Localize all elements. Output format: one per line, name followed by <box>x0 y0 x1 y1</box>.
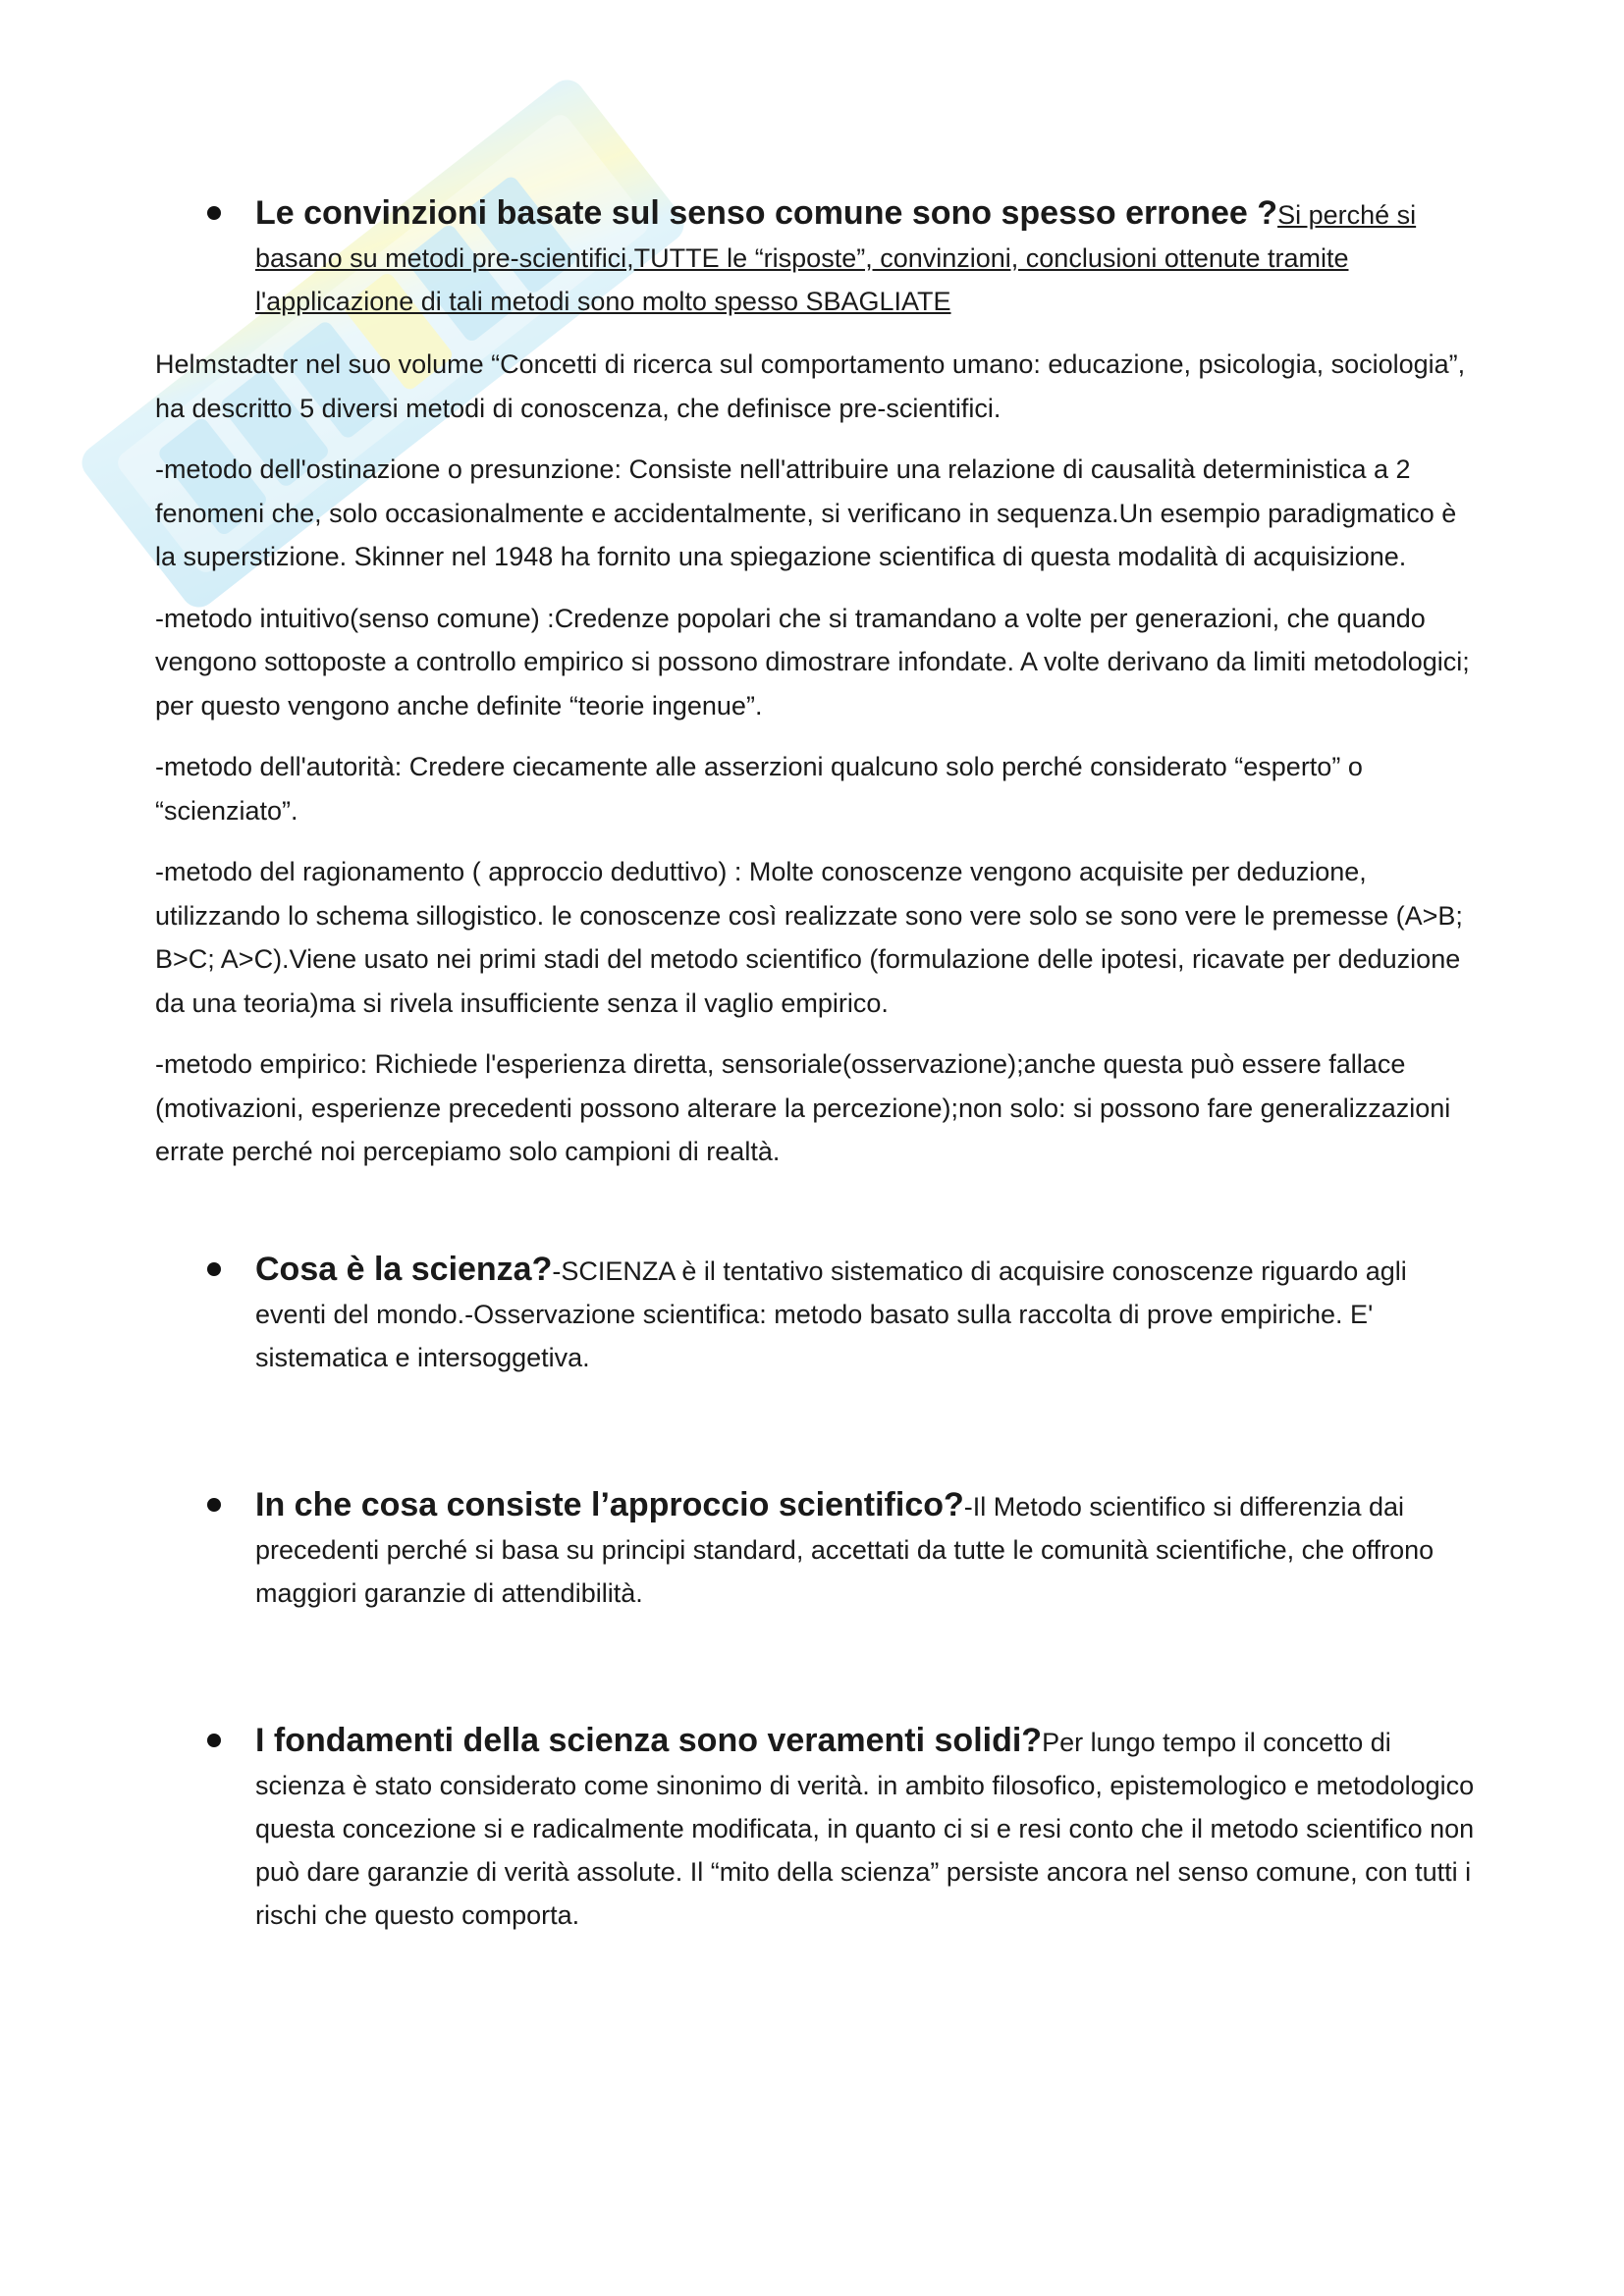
paragraph-method-empirico: -metodo empirico: Richiede l'esperienza diretta, sensoriale(osservazione);anche questa può essere fallace (motivazioni, esperienze precedenti possono alterare la percezione);non solo: si possono fare generalizzazioni errate perché noi percepiamo solo campioni di realtà. <box>155 1049 1451 1166</box>
paragraph-intro: Helmstadter nel suo volume “Concetti di ricerca sul comportamento umano: educazione, psicologia, sociologia”, ha descritto 5 diversi metodi di conoscenza, che definisce pre-scientifici. <box>155 349 1466 423</box>
bullet-icon <box>207 206 221 220</box>
paragraph-method-ostinazione: -metodo dell'ostinazione o presunzione: Consiste nell'attribuire una relazione di causalità deterministica a 2 fenomeni che, solo occasionalmente e accidentalmente, si verificano in sequenza.Un esempio paradigmatico è la superstizione. Skinner nel 1948 ha fornito una spiegazione scientifica di questa modalità di acquisizione. <box>155 454 1457 571</box>
question-heading: Cosa è la scienza? <box>255 1250 553 1288</box>
bullet-item-science <box>155 1248 1481 1379</box>
paragraph-method-intuitivo: -metodo intuitivo(senso comune) :Credenze popolari che si tramandano a volte per generazioni, che quando vengono sottoposte a controllo empirico si possono dimostrare infondate. A volte derivano da limiti metodologici; per questo vengono anche definite “teorie ingenue”. <box>155 603 1470 721</box>
document-page <box>155 191 1481 1937</box>
answer-text: -SCIENZA è il tentativo sistematico di acquisire conoscenze riguardo agli eventi del mondo.-Osservazione scientifica: metodo basato sulla raccolta di prove empiriche. E' sistematica e intersoggetiva. <box>255 1255 1407 1372</box>
bullet-item-common-sense <box>155 191 1481 323</box>
bullet-icon <box>207 1498 221 1512</box>
question-heading: Le convinzioni basate sul senso comune sono spesso erronee ? <box>255 194 1278 232</box>
bullet-item-scientific-approach <box>155 1483 1481 1615</box>
bullet-item-foundations <box>155 1719 1481 1937</box>
bullet-icon <box>207 1262 221 1276</box>
answer-text: -Il Metodo scientifico si differenzia dai precedenti perché si basa su principi standard, accettati da tutte le comunità scientifiche, che offrono maggiori garanzie di attendibilità. <box>255 1491 1435 1608</box>
question-heading: In che cosa consiste l’approccio scientifico? <box>255 1485 964 1523</box>
paragraph-method-autorita: -metodo dell'autorità: Credere ciecamente alle asserzioni qualcuno solo perché considerato “esperto” o “scienziato”. <box>155 752 1363 826</box>
answer-text: Per lungo tempo il concetto di scienza è stato considerato come sinonimo di verità. in ambito filosofico, epistemologico e metodologico questa concezione si e radicalmente modificata, in quanto ci si e resi conto che il metodo scientifico non può dare garanzie di verità assolute. Il “mito della scienza” persiste ancora nel senso comune, con tutti i rischi che questo comporta. <box>255 1727 1475 1930</box>
question-heading: I fondamenti della scienza sono veramenti solidi? <box>255 1721 1043 1759</box>
answer-text: Si perché si basano su metodi pre-scientifici,TUTTE le “risposte”, convinzioni, conclusioni ottenute tramite l'applicazione di tali metodi sono molto spesso SBAGLIATE <box>255 200 1417 316</box>
bullet-icon <box>207 1734 221 1747</box>
paragraph-method-ragionamento: -metodo del ragionamento ( approccio deduttivo) : Molte conoscenze vengono acquisite per deduzione, utilizzando lo schema sillogistico. le conoscenze così realizzate sono vere solo se sono vere le premesse (A>B; B>C; A>C).Viene usato nei primi stadi del metodo scientifico (formulazione delle ipotesi, ricavate per deduzione da una teoria)ma si rivela insufficiente senza il vaglio empirico. <box>155 857 1463 1018</box>
